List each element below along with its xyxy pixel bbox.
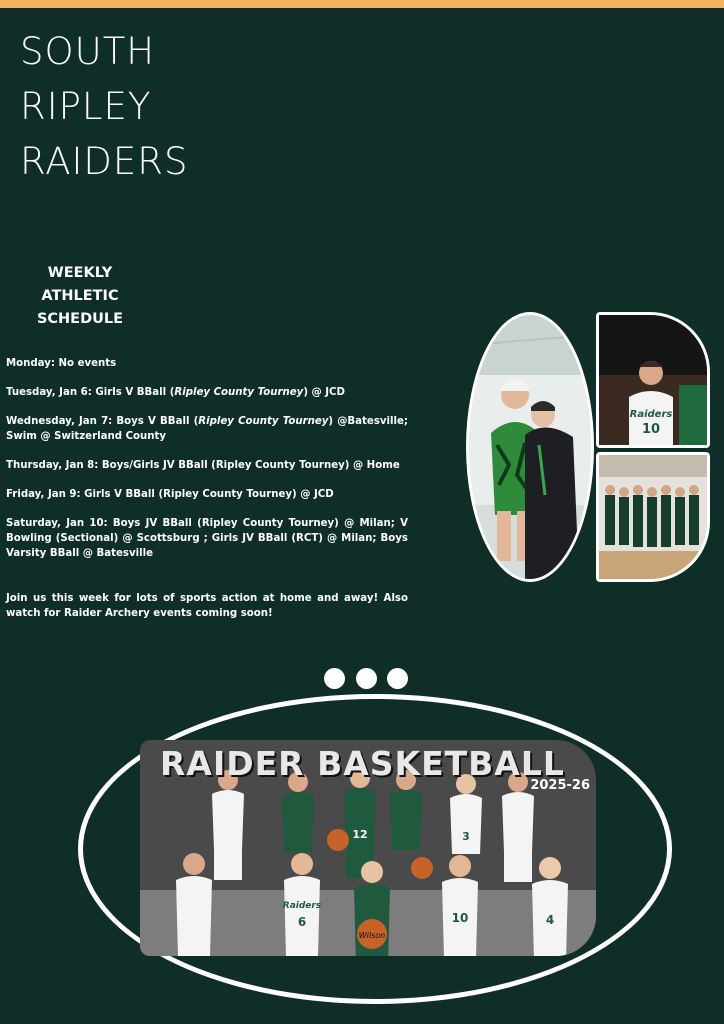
title-line-1: SOUTH bbox=[20, 30, 156, 73]
section-heading bbox=[20, 262, 140, 331]
subtitle-line-1: WEEKLY bbox=[47, 265, 113, 281]
schedule-tuesday bbox=[6, 385, 408, 400]
schedule-thursday: Thursday, Jan 8: Boys/Girls JV BBall (Ripley County Tourney) @ Home bbox=[6, 460, 400, 471]
team-photo bbox=[140, 740, 596, 956]
subtitle-line-2: ATHLETIC bbox=[41, 288, 119, 304]
swimmers-photo bbox=[466, 312, 594, 582]
schedule-wednesday bbox=[6, 414, 408, 444]
carousel-dot-3 bbox=[387, 668, 408, 689]
team-season: 2025-26 bbox=[530, 778, 590, 793]
team-banner-title: RAIDER BASKETBALL bbox=[160, 744, 565, 783]
tuesday-prefix: Tuesday, Jan 6: Girls V BBall ( bbox=[6, 387, 175, 398]
jersey-number-0: 12 bbox=[352, 828, 368, 841]
jersey-number-3: 10 bbox=[451, 911, 469, 925]
jersey-number-1: 6 bbox=[297, 915, 307, 929]
title-line-3: RAIDERS bbox=[20, 140, 189, 183]
wednesday-suffix: ) @Batesville; Swim @ Switzerland County bbox=[6, 416, 408, 442]
player-closeup-illustration bbox=[599, 315, 707, 445]
carousel-dots bbox=[324, 668, 410, 690]
wednesday-prefix: Wednesday, Jan 7: Boys V BBall ( bbox=[6, 416, 199, 427]
team-lineup-illustration bbox=[599, 455, 707, 579]
schedule-saturday: Saturday, Jan 10: Boys JV BBall (Ripley County Tourney) @ Milan; V Bowling (Sectional) @ Scottsburg ; Girls JV BBall (RCT) @ Milan; Boys Varsity BBall @ Batesville bbox=[6, 518, 408, 559]
photo-collage bbox=[466, 312, 712, 582]
jersey-number-2: 3 bbox=[462, 830, 470, 843]
page-title bbox=[20, 24, 189, 189]
ball-brand: Wilson bbox=[358, 931, 386, 940]
accent-top-bar bbox=[0, 0, 724, 8]
player-closeup-photo bbox=[596, 312, 710, 448]
subtitle-line-3: SCHEDULE bbox=[36, 311, 124, 327]
team-jersey-text: Raiders bbox=[282, 901, 322, 911]
closing-note: Join us this week for lots of sports action at home and away! Also watch for Raider Archery events coming soon! bbox=[6, 593, 408, 619]
tuesday-suffix: ) @ JCD bbox=[303, 387, 345, 398]
team-lineup-photo bbox=[596, 452, 710, 582]
collage-jersey-text: Raiders bbox=[629, 409, 673, 420]
jersey-number-4: 4 bbox=[545, 913, 555, 927]
swimmers-illustration bbox=[469, 315, 591, 579]
title-line-2: RIPLEY bbox=[20, 85, 152, 128]
weekly-schedule bbox=[6, 356, 408, 635]
schedule-monday: Monday: No events bbox=[6, 358, 117, 369]
wednesday-tourney: Ripley County Tourney bbox=[198, 416, 329, 427]
carousel-dot-2 bbox=[356, 668, 377, 689]
tuesday-tourney: Ripley County Tourney bbox=[174, 387, 304, 398]
schedule-friday: Friday, Jan 9: Girls V BBall (Ripley County Tourney) @ JCD bbox=[6, 489, 334, 500]
carousel-dot-1 bbox=[324, 668, 345, 689]
collage-jersey-number: 10 bbox=[641, 422, 661, 437]
